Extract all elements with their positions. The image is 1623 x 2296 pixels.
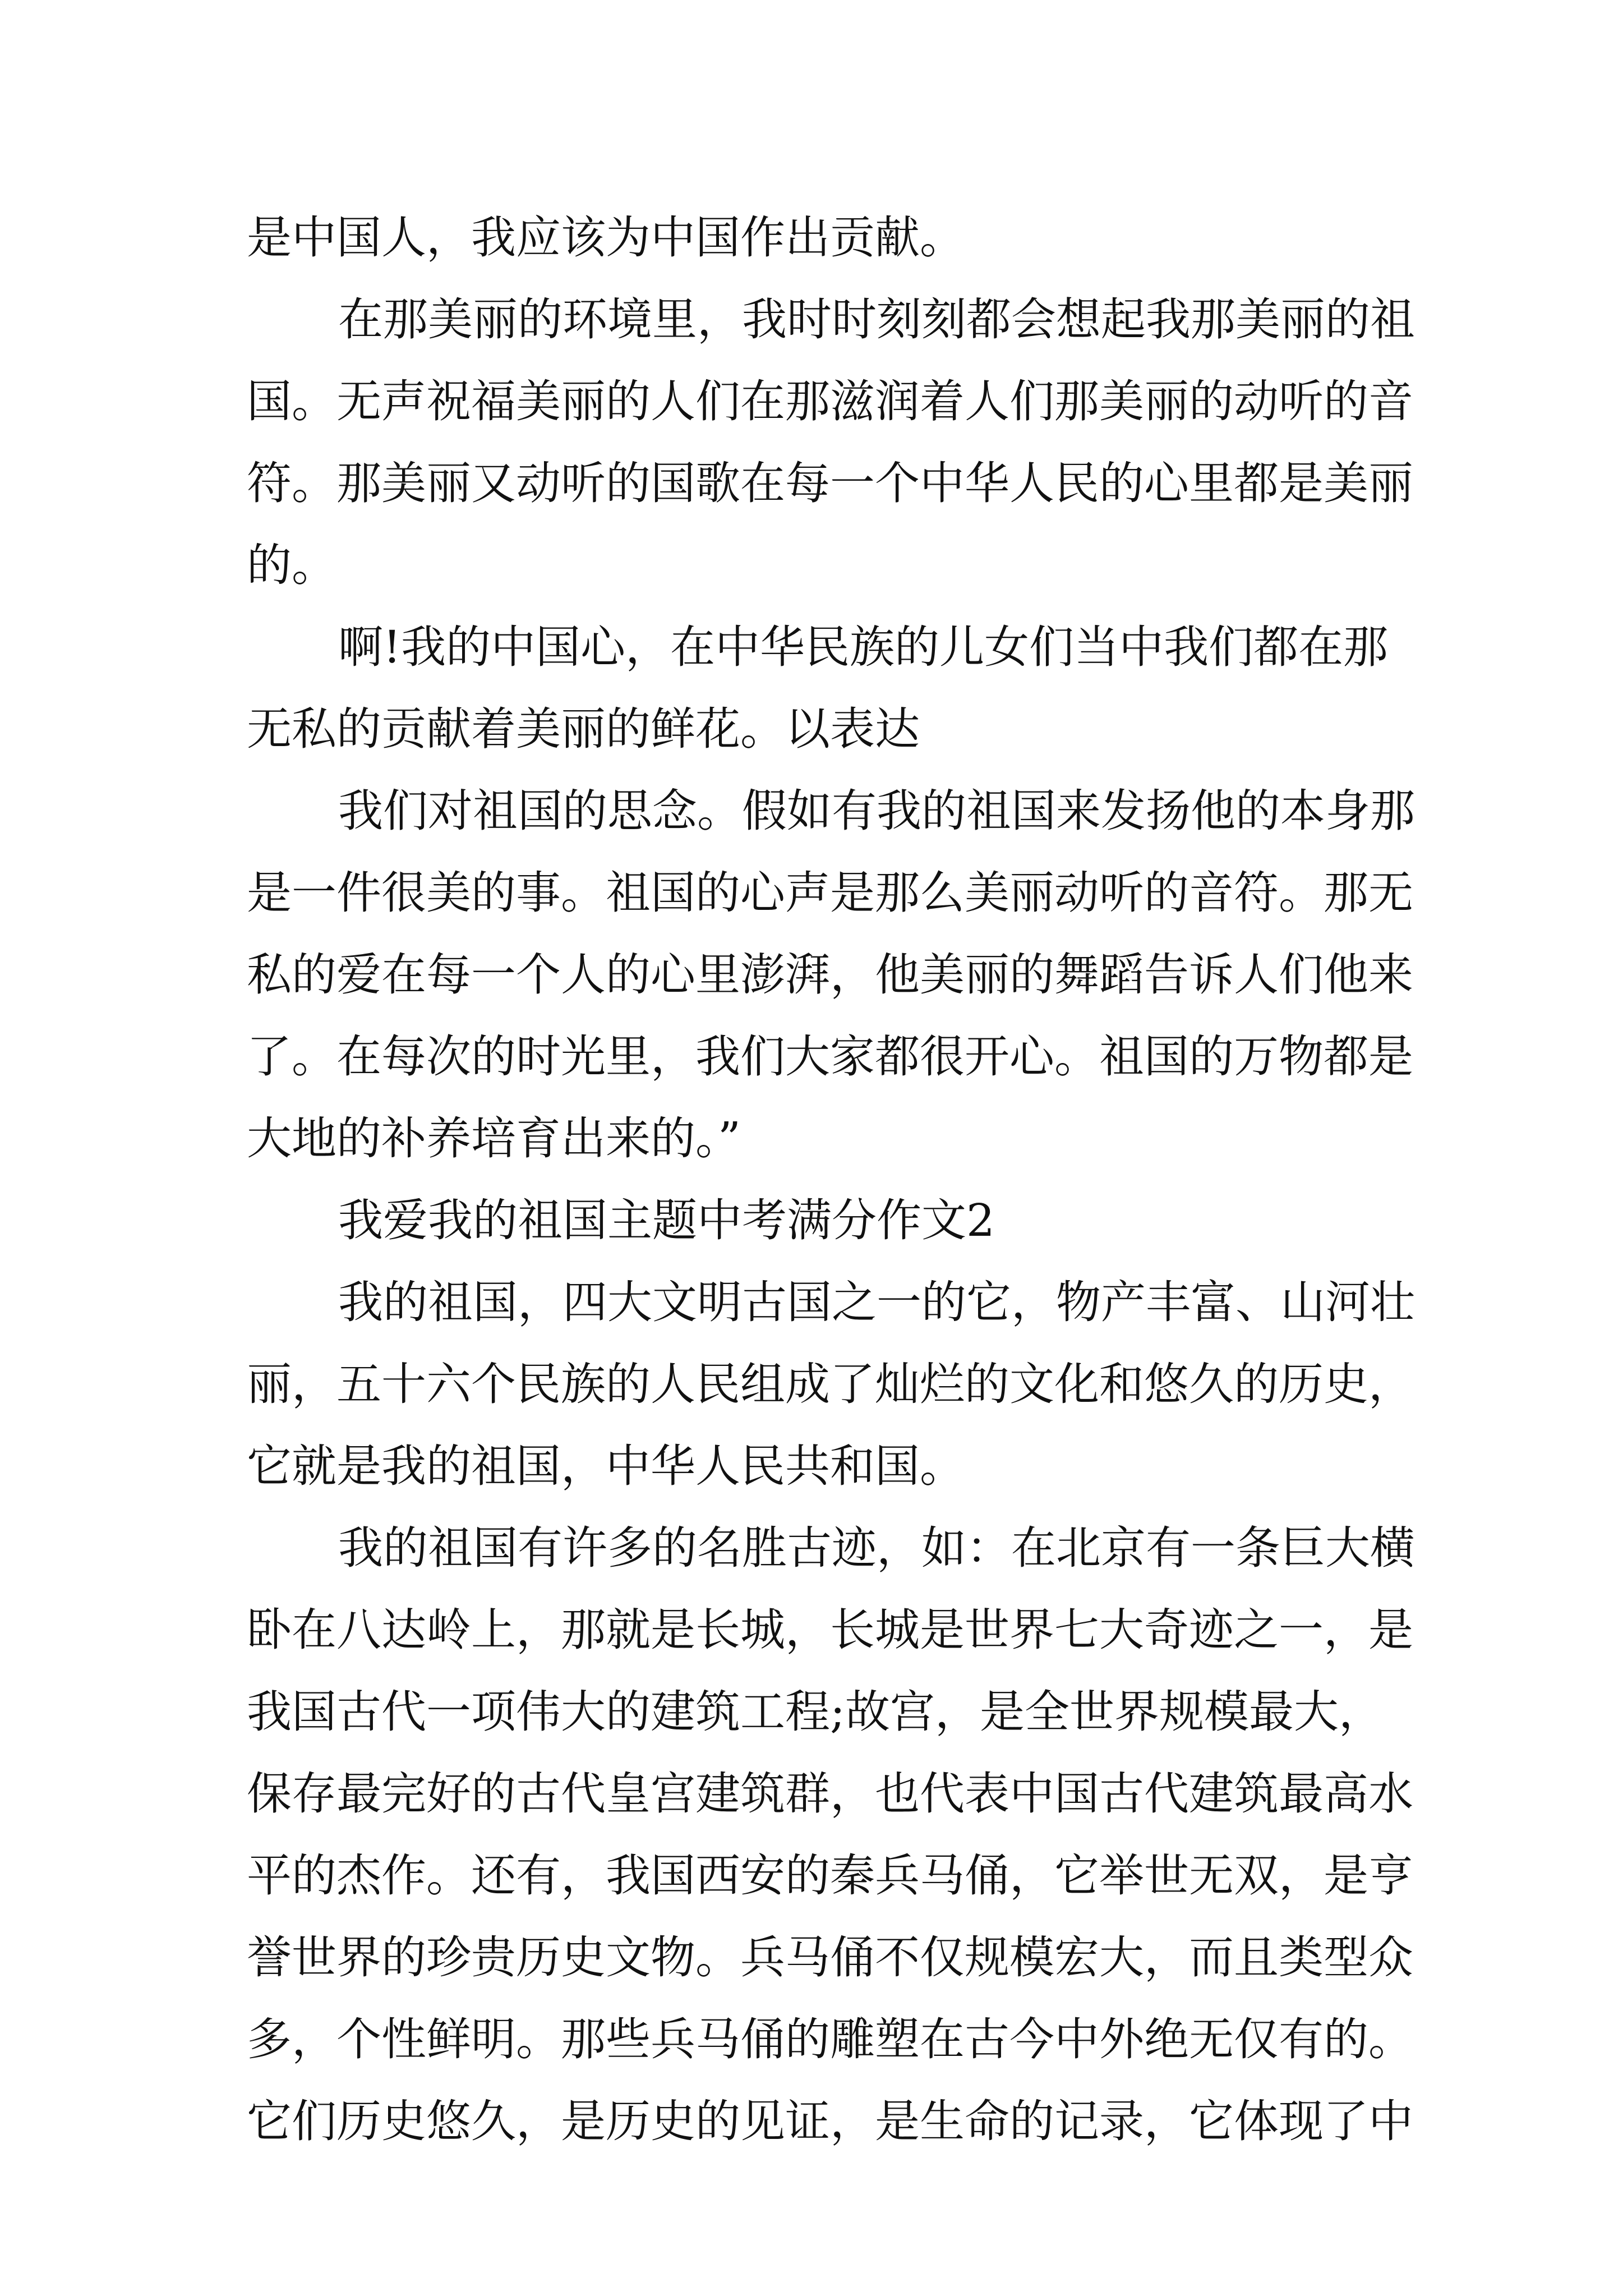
text-line: 我们对祖国的思念。假如有我的祖国来发扬他的本身那 — [338, 785, 1415, 837]
text-line: 我的祖国有许多的名胜古迹，如：在北京有一条巨大横 — [338, 1522, 1415, 1574]
text-line: 私的爱在每一个人的心里澎湃，他美丽的舞蹈告诉人们他来 — [247, 949, 1413, 1001]
text-line: 的。 — [247, 539, 336, 591]
text-line: 丽，五十六个民族的人民组成了灿烂的文化和悠久的历史， — [247, 1358, 1413, 1410]
document-body — [247, 211, 1419, 2181]
text-line: 了。在每次的时光里，我们大家都很开心。祖国的万物都是 — [247, 1030, 1413, 1083]
section-heading: 我爱我的祖国主题中考满分作文2 — [338, 1194, 995, 1246]
text-line: 保存最完好的古代皇宫建筑群，也代表中国古代建筑最高水 — [247, 1768, 1413, 1820]
text-line: 多，个性鲜明。那些兵马俑的雕塑在古今中外绝无仅有的。 — [247, 2013, 1413, 2065]
text-line: 誉世界的珍贵历史文物。兵马俑不仅规模宏大，而且类型众 — [247, 1931, 1413, 1984]
text-line: 我的祖国，四大文明古国之一的它，物产丰富、山河壮 — [338, 1276, 1415, 1328]
text-line: 符。那美丽又动听的国歌在每一个中华人民的心里都是美丽 — [247, 457, 1413, 509]
text-line: 国。无声祝福美丽的人们在那滋润着人们那美丽的动听的音 — [247, 375, 1413, 427]
text-line: 啊!我的中国心，在中华民族的儿女们当中我们都在那 — [338, 621, 1389, 673]
text-line: 它就是我的祖国，中华人民共和国。 — [247, 1440, 965, 1492]
text-line: 是一件很美的事。祖国的心声是那么美丽动听的音符。那无 — [247, 867, 1413, 919]
text-line: 无私的贡献着美丽的鲜花。以表达 — [247, 703, 920, 755]
text-line: 平的杰作。还有，我国西安的秦兵马俑，它举世无双，是亨 — [247, 1849, 1413, 1902]
text-line: 是中国人，我应该为中国作出贡献。 — [247, 211, 965, 264]
text-line: 卧在八达岭上，那就是长城，长城是世界七大奇迹之一，是 — [247, 1604, 1413, 1656]
text-line: 大地的补养培育出来的。” — [247, 1112, 741, 1165]
text-line: 在那美丽的环境里，我时时刻刻都会想起我那美丽的祖 — [338, 293, 1415, 346]
text-line: 我国古代一项伟大的建筑工程;故宫，是全世界规模最大， — [247, 1686, 1384, 1738]
text-line: 它们历史悠久，是历史的见证，是生命的记录，它体现了中 — [247, 2095, 1413, 2147]
